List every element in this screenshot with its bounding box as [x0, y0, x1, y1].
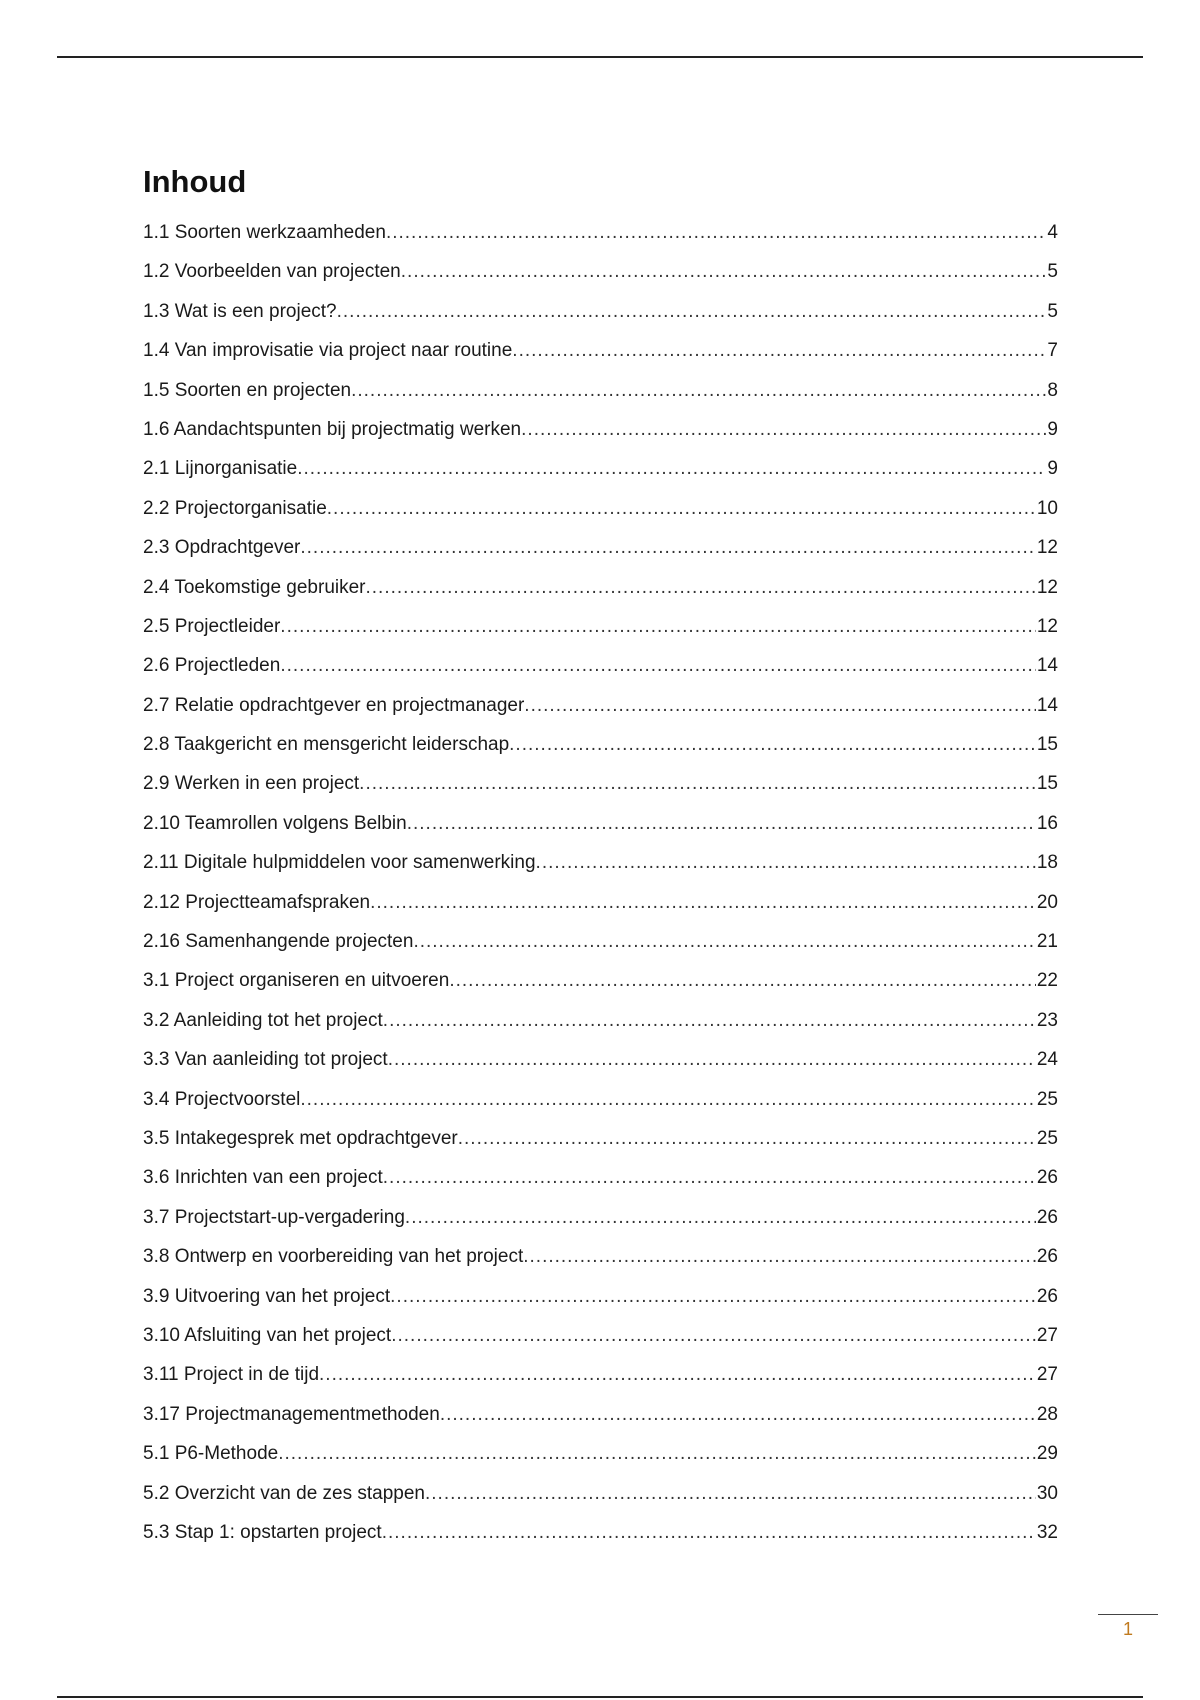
- toc-entry[interactable]: [143, 1439, 1058, 1478]
- toc-entry[interactable]: [143, 730, 1058, 769]
- toc-dot-leader: [327, 494, 1036, 524]
- toc-dot-leader: [278, 1439, 1036, 1469]
- toc-entry-page: 12: [1036, 576, 1058, 598]
- toc-entry-page: 25: [1036, 1127, 1058, 1149]
- toc-entry-label: 2.10 Teamrollen volgens Belbin: [143, 812, 407, 834]
- toc-entry-page: 5: [1047, 261, 1058, 283]
- toc-entry-label: 2.11 Digitale hulpmiddelen voor samenwerking: [143, 852, 536, 874]
- toc-entry-page: 14: [1036, 655, 1058, 677]
- toc-entry-label: 2.4 Toekomstige gebruiker: [143, 576, 366, 598]
- toc-entry[interactable]: [143, 257, 1058, 296]
- toc-entry[interactable]: [143, 415, 1058, 454]
- toc-dot-leader: [407, 809, 1036, 839]
- toc-entry-page: 23: [1036, 1009, 1058, 1031]
- toc-entry[interactable]: [143, 1479, 1058, 1518]
- toc-entry-page: 15: [1036, 734, 1058, 756]
- toc-entry[interactable]: [143, 651, 1058, 690]
- toc-entry-page: 12: [1036, 537, 1058, 559]
- toc-entry[interactable]: [143, 1242, 1058, 1281]
- toc-dot-leader: [300, 1085, 1036, 1115]
- toc-entry[interactable]: [143, 1321, 1058, 1360]
- toc-dot-leader: [382, 1518, 1036, 1548]
- toc-entry-page: 10: [1036, 497, 1058, 519]
- toc-entry[interactable]: [143, 1085, 1058, 1124]
- toc-dot-leader: [297, 454, 1046, 484]
- header-rule: [57, 56, 1143, 58]
- page-number: 1: [1122, 1619, 1133, 1639]
- toc-dot-leader: [300, 533, 1035, 563]
- toc-entry-page: 24: [1036, 1049, 1058, 1071]
- toc-entry-label: 3.6 Inrichten van een project: [143, 1167, 383, 1189]
- toc-entry-label: 2.8 Taakgericht en mensgericht leiderschap: [143, 734, 510, 756]
- toc-entry-label: 3.8 Ontwerp en voorbereiding van het project: [143, 1246, 524, 1268]
- toc-entry[interactable]: [143, 1203, 1058, 1242]
- toc-entry[interactable]: [143, 1360, 1058, 1399]
- toc-dot-leader: [359, 769, 1036, 799]
- toc-entry-label: 3.17 Projectmanagementmethoden: [143, 1403, 440, 1425]
- toc-entry[interactable]: [143, 1163, 1058, 1202]
- toc-dot-leader: [280, 612, 1036, 642]
- toc-entry-page: 27: [1036, 1364, 1058, 1386]
- toc-entry-page: 26: [1036, 1285, 1058, 1307]
- toc-dot-leader: [337, 297, 1047, 327]
- toc-entry-page: 9: [1047, 418, 1058, 440]
- toc-entry-page: 8: [1047, 379, 1058, 401]
- toc-entry-label: 3.1 Project organiseren en uitvoeren: [143, 970, 450, 992]
- toc-entry-label: 3.3 Van aanleiding tot project: [143, 1049, 388, 1071]
- toc-entry-label: 1.1 Soorten werkzaamheden: [143, 222, 386, 243]
- toc-dot-leader: [280, 651, 1036, 681]
- toc-dot-leader: [413, 927, 1035, 957]
- toc-entry-label: 5.1 P6-Methode: [143, 1443, 279, 1465]
- toc-dot-leader: [524, 691, 1036, 721]
- toc-entry-page: 28: [1036, 1403, 1058, 1425]
- toc-dot-leader: [383, 1163, 1036, 1193]
- toc-dot-leader: [458, 1124, 1036, 1154]
- toc-entry-label: 5.2 Overzicht van de zes stappen: [143, 1482, 425, 1504]
- toc-dot-leader: [366, 573, 1036, 603]
- toc-entry[interactable]: [143, 218, 1058, 257]
- toc-entry-page: 4: [1047, 222, 1058, 243]
- toc-dot-leader: [425, 1479, 1036, 1509]
- toc-entry-page: 5: [1047, 300, 1058, 322]
- toc-dot-leader: [536, 848, 1036, 878]
- toc-entry-page: 29: [1036, 1443, 1058, 1465]
- toc-entry-page: 26: [1036, 1246, 1058, 1268]
- toc-entry-page: 20: [1036, 891, 1058, 913]
- toc-entry-page: 25: [1036, 1088, 1058, 1110]
- toc-entry-label: 1.2 Voorbeelden van projecten: [143, 261, 401, 283]
- toc-dot-leader: [449, 966, 1036, 996]
- toc-dot-leader: [523, 1242, 1036, 1272]
- toc-entry[interactable]: [143, 966, 1058, 1005]
- toc-dot-leader: [440, 1400, 1036, 1430]
- footer-rule: [57, 1696, 1143, 1698]
- toc-entry[interactable]: [143, 1400, 1058, 1439]
- toc-entry-page: 30: [1036, 1482, 1058, 1504]
- toc-entry[interactable]: [143, 888, 1058, 927]
- toc-dot-leader: [370, 888, 1036, 918]
- toc-entry[interactable]: [143, 336, 1058, 375]
- toc-entry[interactable]: [143, 1282, 1058, 1321]
- toc-entry[interactable]: [143, 809, 1058, 848]
- toc-entry[interactable]: [143, 573, 1058, 612]
- toc-dot-leader: [521, 415, 1046, 445]
- toc-entry[interactable]: [143, 376, 1058, 415]
- toc-entry-label: 1.5 Soorten en projecten: [143, 379, 352, 401]
- toc-entry-label: 2.5 Projectleider: [143, 615, 281, 637]
- toc-entry-page: 32: [1036, 1521, 1058, 1543]
- toc-dot-leader: [391, 1321, 1036, 1351]
- toc-entry[interactable]: [143, 533, 1058, 572]
- toc-entry[interactable]: [143, 1124, 1058, 1163]
- toc-dot-leader: [388, 1045, 1036, 1075]
- toc-entry[interactable]: [143, 1006, 1058, 1045]
- toc-entry-page: 26: [1036, 1167, 1058, 1189]
- toc-entry-label: 1.6 Aandachtspunten bij projectmatig werken: [143, 418, 522, 440]
- toc-entry-label: 2.6 Projectleden: [143, 655, 281, 677]
- toc-entry-label: 2.16 Samenhangende projecten: [143, 931, 414, 953]
- toc-entry-label: 1.4 Van improvisatie via project naar routine: [143, 340, 513, 362]
- toc-entry-label: 2.2 Projectorganisatie: [143, 497, 327, 519]
- toc-entry-label: 2.3 Opdrachtgever: [143, 537, 301, 559]
- toc-dot-leader: [351, 376, 1046, 406]
- toc-entry[interactable]: [143, 297, 1058, 336]
- footer-page-rule: [1098, 1614, 1158, 1615]
- toc-entry-label: 1.3 Wat is een project?: [143, 300, 337, 322]
- toc-entry-label: 3.7 Projectstart-up-vergadering: [143, 1206, 405, 1228]
- toc-dot-leader: [383, 1006, 1036, 1036]
- toc-dot-leader: [319, 1360, 1036, 1390]
- toc-entry-page: 12: [1036, 615, 1058, 637]
- table-of-contents: [143, 218, 1058, 1557]
- toc-entry-label: 3.11 Project in de tijd: [143, 1364, 320, 1386]
- toc-entry[interactable]: [143, 1045, 1058, 1084]
- toc-entry-label: 2.12 Projectteamafspraken: [143, 891, 371, 913]
- toc-entry-label: 3.10 Afsluiting van het project: [143, 1324, 392, 1346]
- toc-dot-leader: [386, 218, 1046, 248]
- toc-entry-label: 3.4 Projectvoorstel: [143, 1088, 301, 1110]
- toc-entry-page: 9: [1047, 458, 1058, 480]
- toc-dot-leader: [390, 1282, 1036, 1312]
- toc-dot-leader: [405, 1203, 1036, 1233]
- toc-entry[interactable]: [143, 927, 1058, 966]
- toc-entry[interactable]: [143, 691, 1058, 730]
- toc-entry-page: 15: [1036, 773, 1058, 795]
- toc-entry[interactable]: [143, 769, 1058, 808]
- toc-entry-page: 26: [1036, 1206, 1058, 1228]
- toc-dot-leader: [509, 730, 1036, 760]
- toc-entry-label: 2.1 Lijnorganisatie: [143, 458, 298, 480]
- toc-entry-page: 7: [1047, 340, 1058, 362]
- toc-entry-page: 14: [1036, 694, 1058, 716]
- toc-entry-label: 3.9 Uitvoering van het project: [143, 1285, 391, 1307]
- toc-entry-label: 3.2 Aanleiding tot het project: [143, 1009, 383, 1031]
- toc-entry[interactable]: [143, 1518, 1058, 1557]
- toc-heading: Inhoud: [143, 164, 247, 199]
- toc-entry[interactable]: [143, 848, 1058, 887]
- toc-entry[interactable]: [143, 454, 1058, 493]
- toc-entry[interactable]: [143, 494, 1058, 533]
- toc-entry-label: 5.3 Stap 1: opstarten project: [143, 1521, 382, 1543]
- toc-dot-leader: [512, 336, 1046, 366]
- toc-entry-label: 2.7 Relatie opdrachtgever en projectmanager: [143, 694, 525, 716]
- toc-entry-page: 18: [1036, 852, 1058, 874]
- toc-dot-leader: [401, 257, 1047, 287]
- toc-entry-label: 2.9 Werken in een project: [143, 773, 360, 795]
- toc-entry-page: 21: [1036, 931, 1058, 953]
- toc-entry-page: 22: [1036, 970, 1058, 992]
- toc-entry[interactable]: [143, 612, 1058, 651]
- toc-entry-page: 16: [1036, 812, 1058, 834]
- toc-entry-label: 3.5 Intakegesprek met opdrachtgever: [143, 1127, 458, 1149]
- toc-entry-page: 27: [1036, 1324, 1058, 1346]
